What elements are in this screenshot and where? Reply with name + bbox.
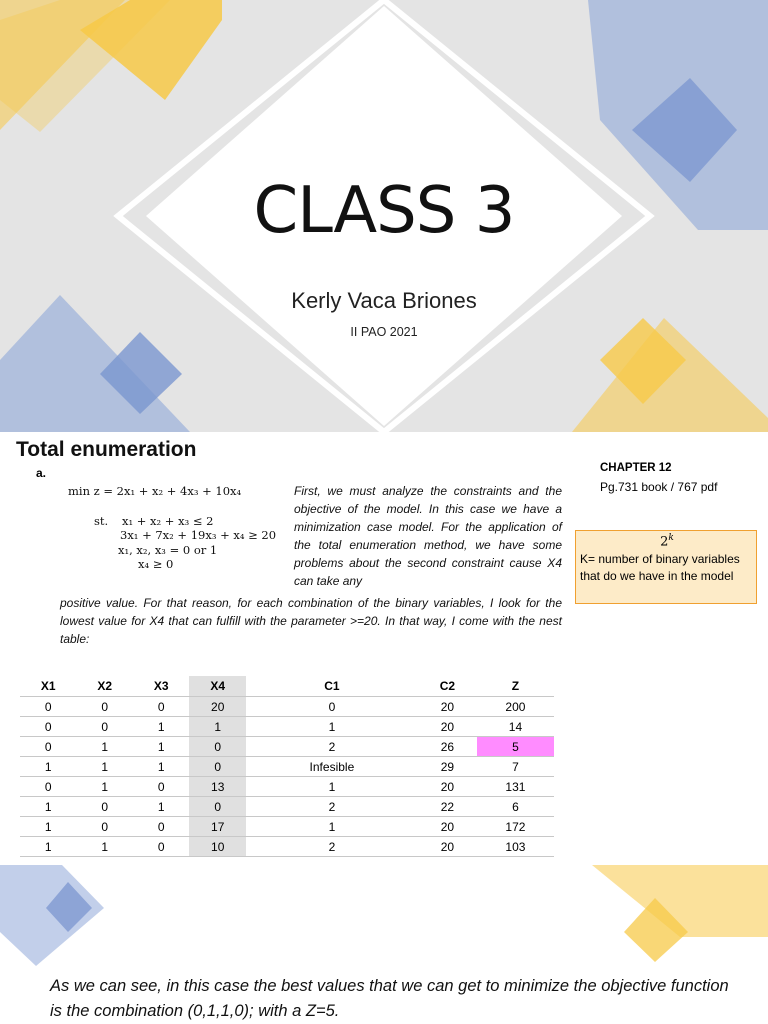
table-cell: 1 [20, 797, 76, 817]
st-label: st. [94, 514, 109, 528]
table-cell: 2 [246, 737, 418, 757]
table-cell: 17 [189, 817, 245, 837]
table-cell: 0 [189, 797, 245, 817]
table-cell: 20 [418, 837, 477, 857]
table-cell: 0 [133, 697, 189, 717]
section-heading: Total enumeration [16, 438, 197, 461]
explanation-text-continued: positive value. For that reason, for each combination of the binary variables, I look for the lowest value for X4 that can fulfill with the parameter >=20. In that way, I come with the nest table: [60, 596, 562, 646]
table-cell: 1 [189, 717, 245, 737]
table-row [20, 737, 554, 757]
slide-title: CLASS 3 [253, 174, 515, 248]
table-cell: 0 [246, 697, 418, 717]
power-formula [576, 533, 758, 549]
table-cell: 1 [20, 817, 76, 837]
table-cell: 1 [76, 757, 132, 777]
table-cell: 0 [133, 837, 189, 857]
header-x2: X2 [76, 676, 132, 697]
table-cell: 131 [477, 777, 554, 797]
table-cell: 0 [189, 737, 245, 757]
formula-definition: K= number of binary variables that do we have in the model [580, 552, 740, 583]
formula-box [575, 530, 757, 604]
table-cell: 0 [76, 697, 132, 717]
table-cell: 1 [20, 757, 76, 777]
table-cell: 0 [76, 797, 132, 817]
conclusion-text: As we can see, in this case the best values that we can get to minimize the objective function is the combination (0,1,1,0); with a Z=5. [50, 977, 729, 1020]
table-row [20, 757, 554, 777]
table-cell: 20 [418, 717, 477, 737]
header-x4: X4 [189, 676, 245, 697]
table-cell: 22 [418, 797, 477, 817]
table-cell: Infesible [246, 757, 418, 777]
title-slide [0, 0, 768, 432]
term-label: II PAO 2021 [350, 325, 418, 339]
table-row [20, 817, 554, 837]
table-cell: 1 [133, 757, 189, 777]
table-cell: 103 [477, 837, 554, 857]
table-cell: 10 [189, 837, 245, 857]
page-reference: Pg.731 book / 767 pdf [600, 480, 718, 494]
chapter-label: CHAPTER 12 [600, 462, 672, 474]
constraint-2: 3x₁ + 7x₂ + 19x₃ + x₄ ≥ 20 [120, 528, 277, 542]
table-cell: 20 [189, 697, 245, 717]
table-cell: 0 [133, 777, 189, 797]
table-row [20, 777, 554, 797]
header-x1: X1 [20, 676, 76, 697]
header-c1: C1 [246, 676, 418, 697]
table-row [20, 697, 554, 717]
table-header-row [20, 676, 554, 697]
table-cell: 13 [189, 777, 245, 797]
nonnegativity-constraint: x₄ ≥ 0 [138, 557, 174, 571]
objective-function: min z = 2x₁ + x₂ + 4x₃ + 10x₄ [68, 484, 242, 498]
constraint-1: x₁ + x₂ + x₃ ≤ 2 [122, 514, 214, 528]
table-cell: 0 [20, 697, 76, 717]
part-label: a. [36, 466, 47, 480]
table-row [20, 797, 554, 817]
table-cell: 20 [418, 817, 477, 837]
formula-base: 2 [660, 534, 669, 550]
table-cell: 2 [246, 837, 418, 857]
table-cell: 26 [418, 737, 477, 757]
table-cell: 1 [133, 737, 189, 757]
table-cell: 1 [76, 837, 132, 857]
table-cell: 200 [477, 697, 554, 717]
table-row [20, 837, 554, 857]
explanation-text: First, we must analyze the constraints and the objective of the model. In this case we have a minimization case model. For the application of the total enumeration method, we have some problems about the second constraint cause X4 can take any [294, 484, 562, 588]
table-cell: 0 [20, 777, 76, 797]
table-cell: 29 [418, 757, 477, 777]
table-cell: 20 [418, 697, 477, 717]
table-cell: 0 [76, 717, 132, 737]
author-name: Kerly Vaca Briones [291, 288, 477, 313]
table-cell: 20 [418, 777, 477, 797]
table-cell: 0 [20, 717, 76, 737]
table-cell: 1 [246, 717, 418, 737]
enumeration-table [20, 676, 554, 857]
table-cell: 0 [76, 817, 132, 837]
table-cell: 1 [246, 817, 418, 837]
table-cell: 0 [189, 757, 245, 777]
header-z: Z [477, 676, 554, 697]
table-row [20, 717, 554, 737]
formula-exponent: k [668, 533, 674, 543]
table-cell: 0 [133, 817, 189, 837]
table-cell: 0 [20, 737, 76, 757]
table-cell: 1 [20, 837, 76, 857]
content-slide [0, 432, 768, 1024]
table-cell: 1 [76, 737, 132, 757]
table-cell: 1 [246, 777, 418, 797]
table-cell: 1 [133, 797, 189, 817]
header-x3: X3 [133, 676, 189, 697]
table-cell: 2 [246, 797, 418, 817]
table-cell: 172 [477, 817, 554, 837]
table-cell: 1 [76, 777, 132, 797]
binary-constraint: x₁, x₂, x₃ = 0 or 1 [118, 543, 218, 557]
table-cell: 14 [477, 717, 554, 737]
table-cell: 5 [477, 737, 554, 757]
table-cell: 7 [477, 757, 554, 777]
table-cell: 6 [477, 797, 554, 817]
header-c2: C2 [418, 676, 477, 697]
table-cell: 1 [133, 717, 189, 737]
